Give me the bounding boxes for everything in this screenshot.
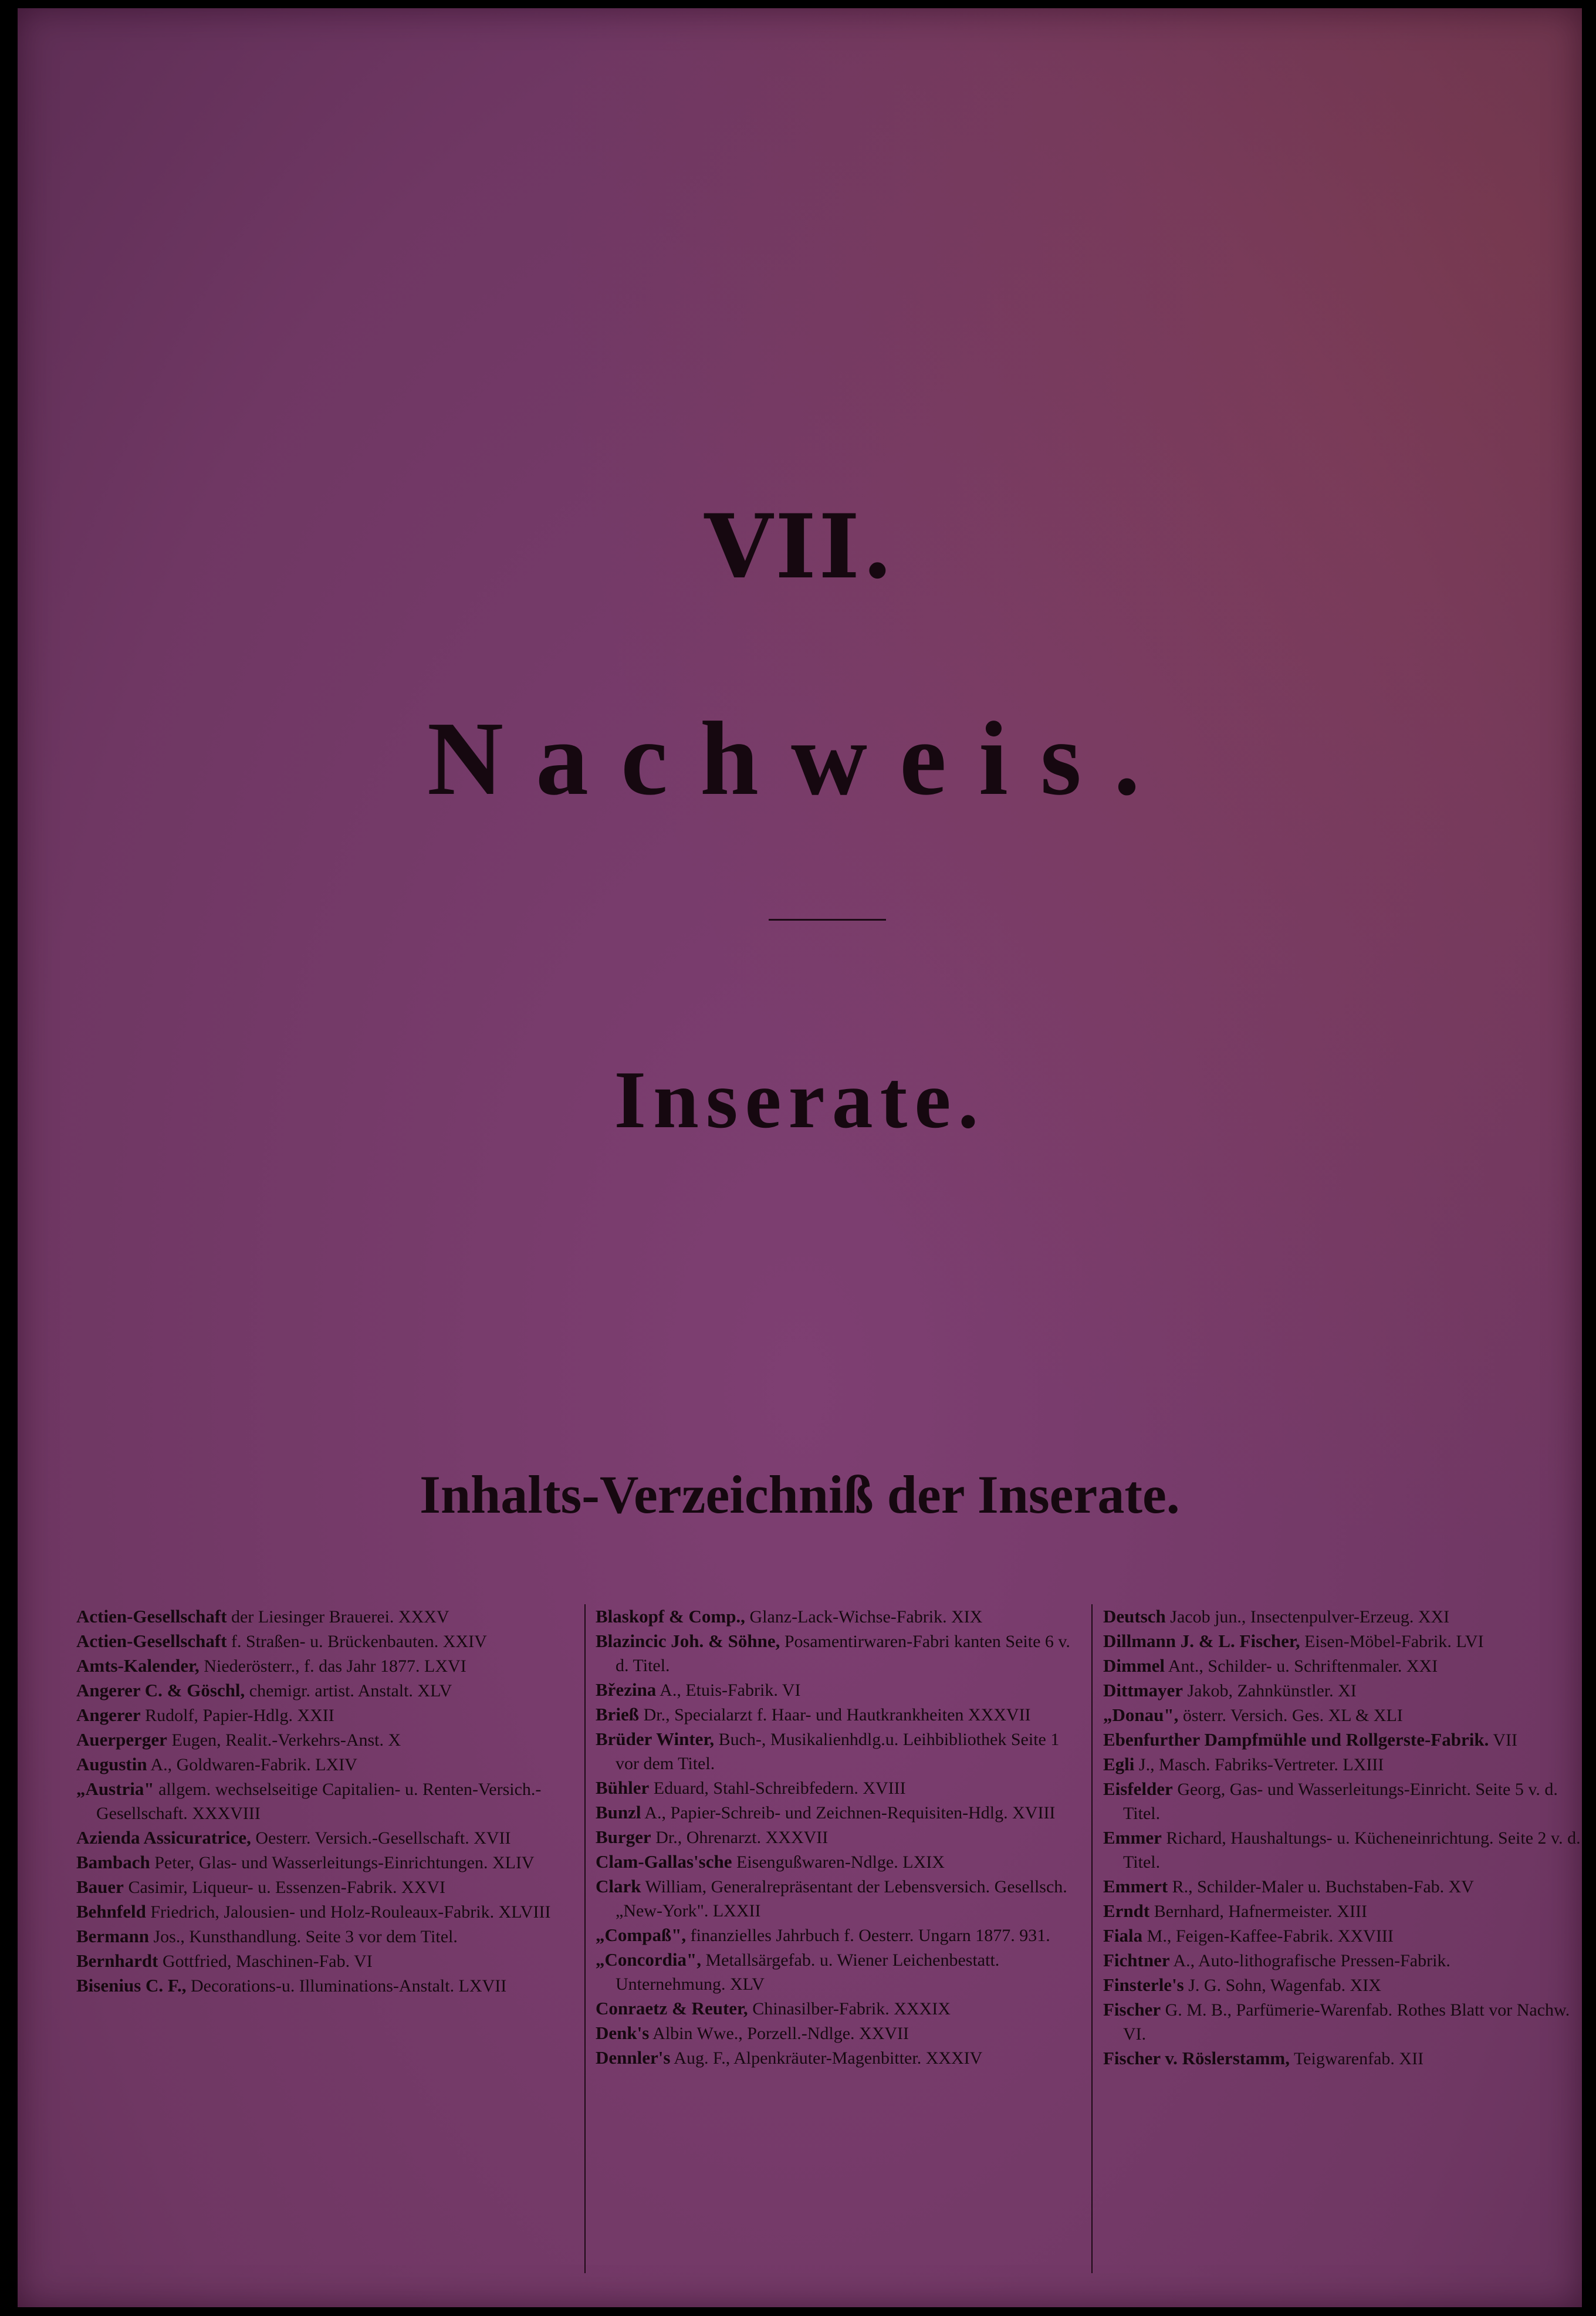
entry-text: J., Masch. Fabriks-Vertreter. LXIII	[1138, 1755, 1384, 1774]
index-entry	[1103, 1654, 1590, 1678]
entry-name: Fischer	[1103, 1999, 1161, 2020]
entry-text: Eisen-Möbel-Fabrik. LVI	[1304, 1632, 1484, 1651]
index-entry	[76, 1654, 572, 1678]
entry-text: finanzielles Jahrbuch f. Oesterr. Ungarn 1877. 931.	[690, 1926, 1050, 1945]
entry-text: Metallsärgefab. u. Wiener Leichenbestatt. Unternehmung. XLV	[616, 1950, 1000, 1994]
entry-text: allgem. wechselseitige Capitalien- u. Renten-Versich.-Gesellschaft. XXXVIII	[96, 1780, 542, 1823]
index-entry	[76, 1604, 572, 1629]
index-entry	[1103, 1973, 1590, 1997]
entry-name: Amts-Kalender,	[76, 1655, 200, 1676]
index-entry	[76, 1727, 572, 1752]
index-entry	[76, 1678, 572, 1703]
entry-text: A., Papier-Schreib- und Zeichnen-Requisiten-Hdlg. XVIII	[644, 1803, 1056, 1823]
index-entry	[1103, 1997, 1590, 2046]
entry-text: Jos., Kunsthandlung. Seite 3 vor dem Titel.	[153, 1927, 458, 1946]
index-entry	[596, 1604, 1080, 1629]
index-entry	[596, 2021, 1080, 2045]
column-divider	[584, 1604, 586, 2273]
entry-name: „Concordia",	[596, 1949, 701, 1970]
index-entry	[1103, 1825, 1590, 1874]
entry-text: Teigwarenfab. XII	[1293, 2049, 1424, 2068]
index-entry	[76, 1777, 572, 1825]
entry-name: Fiala	[1103, 1925, 1143, 1946]
entry-name: Finsterle's	[1103, 1974, 1184, 1995]
entry-text: Glanz-Lack-Wichse-Fabrik. XIX	[749, 1607, 983, 1627]
entry-text: VII	[1493, 1730, 1517, 1750]
entry-name: Augustin	[76, 1754, 147, 1774]
entry-name: Actien-Gesellschaft	[76, 1631, 227, 1651]
entry-text: chemigr. artist. Anstalt. XLV	[249, 1681, 452, 1700]
entry-name: Behnfeld	[76, 1901, 146, 1922]
entry-name: Ebenfurther Dampfmühle und Rollgerste-Fabrik.	[1103, 1729, 1489, 1750]
index-columns	[76, 1604, 1581, 2285]
entry-name: Burger	[596, 1827, 651, 1847]
entry-text: A., Etuis-Fabrik. VI	[660, 1681, 801, 1700]
entry-name: Brüder Winter,	[596, 1729, 715, 1749]
index-entry	[596, 1727, 1080, 1776]
entry-name: Azienda Assicuratrice,	[76, 1827, 251, 1848]
entry-name: Bühler	[596, 1777, 650, 1798]
volume-number: VII.	[704, 495, 895, 599]
entry-text: Eisengußwaren-Ndlge. LXIX	[736, 1852, 945, 1872]
index-entry	[596, 1825, 1080, 1850]
index-entry	[1103, 1703, 1590, 1727]
entry-text: österr. Versich. Ges. XL & XLI	[1182, 1706, 1403, 1725]
entry-text: M., Feigen-Kaffee-Fabrik. XXVIII	[1147, 1926, 1394, 1946]
entry-text: Casimir, Liqueur- u. Essenzen-Fabrik. XXVI	[128, 1878, 446, 1897]
entry-text: Bernhard, Hafnermeister. XIII	[1154, 1902, 1367, 1921]
entry-text: R., Schilder-Maler u. Buchstaben-Fab. XV	[1172, 1877, 1474, 1896]
index-entry	[76, 1875, 572, 1899]
index-entry	[596, 1678, 1080, 1702]
index-entry	[596, 2045, 1080, 2070]
entry-text: J. G. Sohn, Wagenfab. XIX	[1188, 1976, 1381, 1995]
entry-name: Emmer	[1103, 1827, 1162, 1848]
entry-name: Březina	[596, 1679, 657, 1700]
entry-text: Jacob jun., Insectenpulver-Erzeug. XXI	[1170, 1607, 1450, 1627]
entry-name: „Compaß",	[596, 1925, 687, 1945]
entry-name: Eisfelder	[1103, 1779, 1173, 1799]
index-column-3	[1103, 1604, 1590, 2267]
entry-name: Fichtner	[1103, 1950, 1170, 1970]
column-divider	[1091, 1604, 1093, 2273]
index-entry	[76, 1629, 572, 1654]
entry-name: Bambach	[76, 1852, 150, 1872]
entry-text: der Liesinger Brauerei. XXXV	[231, 1607, 449, 1627]
entry-name: „Donau",	[1103, 1705, 1179, 1725]
entry-name: Egli	[1103, 1754, 1135, 1774]
entry-text: Buch-, Musikalienhdlg.u. Leihbibliothek Seite 1 vor dem Titel.	[616, 1730, 1060, 1773]
index-entry	[1103, 2046, 1590, 2071]
index-entry	[596, 1948, 1080, 1996]
entry-text: G. M. B., Parfümerie-Warenfab. Rothes Blatt vor Nachw. VI.	[1123, 2000, 1570, 2044]
entry-name: Dillmann J. & L. Fischer,	[1103, 1631, 1300, 1651]
index-entry	[596, 1800, 1080, 1825]
index-entry	[1103, 1727, 1590, 1752]
index-entry	[1103, 1948, 1590, 1973]
index-entry	[596, 1996, 1080, 2021]
index-entry	[1103, 1923, 1590, 1948]
index-entry	[596, 1702, 1080, 1727]
entry-name: Bermann	[76, 1926, 149, 1946]
entry-text: Oesterr. Versich.-Gesellschaft. XVII	[255, 1828, 511, 1848]
entry-name: Bauer	[76, 1877, 124, 1897]
entry-name: „Austria"	[76, 1779, 154, 1799]
entry-text: Chinasilber-Fabrik. XXXIX	[752, 1999, 951, 2019]
index-entry	[1103, 1752, 1590, 1777]
entry-name: Bunzl	[596, 1802, 641, 1823]
entry-text: Ant., Schilder- u. Schriftenmaler. XXI	[1168, 1656, 1438, 1676]
entry-text: Rudolf, Papier-Hdlg. XXII	[145, 1706, 334, 1725]
index-entry	[76, 1825, 572, 1850]
divider-rule	[769, 919, 886, 921]
entry-name: Blaskopf & Comp.,	[596, 1606, 745, 1627]
entry-text: Gottfried, Maschinen-Fab. VI	[163, 1952, 373, 1971]
entry-name: Dimmel	[1103, 1655, 1165, 1676]
index-title: Inhalts-Verzeichniß der Inserate.	[420, 1465, 1180, 1524]
index-entry	[1103, 1777, 1590, 1825]
entry-text: Jakob, Zahnkünstler. XI	[1187, 1681, 1357, 1700]
entry-name: Auerperger	[76, 1729, 167, 1750]
index-entry	[76, 1850, 572, 1875]
entry-text: William, Generalrepräsentant der Lebensversich. Gesellsch. „New-York". LXXII	[616, 1877, 1067, 1921]
index-entry	[1103, 1604, 1590, 1629]
index-entry	[1103, 1874, 1590, 1899]
entry-name: Denk's	[596, 2023, 650, 2043]
index-entry	[596, 1874, 1080, 1923]
entry-name: Angerer	[76, 1705, 141, 1725]
entry-text: Albin Wwe., Porzell.-Ndlge. XXVII	[652, 2024, 909, 2043]
entry-text: Richard, Haushaltungs- u. Kücheneinrichtung. Seite 2 v. d. Titel.	[1123, 1828, 1581, 1872]
index-entry	[596, 1629, 1080, 1678]
entry-name: Deutsch	[1103, 1606, 1166, 1627]
entry-name: Blazincic Joh. & Söhne,	[596, 1631, 780, 1651]
entry-text: A., Auto-lithografische Pressen-Fabrik.	[1173, 1951, 1450, 1970]
index-entry	[76, 1703, 572, 1727]
index-column-2	[596, 1604, 1080, 2267]
entry-text: Dr., Ohrenarzt. XXXVII	[655, 1828, 829, 1847]
entry-text: A., Goldwaren-Fabrik. LXIV	[150, 1755, 357, 1774]
entry-text: Aug. F., Alpenkräuter-Magenbitter. XXXIV	[674, 2048, 983, 2068]
index-entry	[596, 1850, 1080, 1874]
entry-name: Emmert	[1103, 1876, 1168, 1896]
index-entry	[76, 1924, 572, 1949]
entry-name: Clam-Gallas'sche	[596, 1851, 732, 1872]
entry-name: Dennler's	[596, 2047, 671, 2068]
index-entry	[76, 1752, 572, 1777]
entry-text: Posamentirwaren-Fabri kanten Seite 6 v. d. Titel.	[616, 1632, 1070, 1675]
subtitle: Inserate.	[614, 1054, 986, 1145]
entry-name: Conraetz & Reuter,	[596, 1998, 748, 2019]
entry-name: Bernhardt	[76, 1950, 158, 1971]
entry-text: Eduard, Stahl-Schreibfedern. XVIII	[653, 1779, 906, 1798]
index-column-1	[76, 1604, 572, 2267]
entry-name: Brieß	[596, 1704, 640, 1725]
entry-text: Dr., Specialarzt f. Haar- und Hautkrankheiten XXXVII	[643, 1705, 1031, 1725]
entry-text: Friedrich, Jalousien- und Holz-Rouleaux-Fabrik. XLVIII	[150, 1902, 551, 1922]
entry-text: f. Straßen- u. Brückenbauten. XXIV	[231, 1632, 487, 1651]
index-entry	[596, 1923, 1080, 1948]
index-entry	[76, 1973, 572, 1998]
document-page	[18, 8, 1582, 2307]
entry-name: Dittmayer	[1103, 1680, 1183, 1700]
index-entry	[76, 1949, 572, 1973]
index-entry	[596, 1776, 1080, 1800]
index-entry	[1103, 1629, 1590, 1654]
entry-name: Actien-Gesellschaft	[76, 1606, 227, 1627]
entry-name: Clark	[596, 1876, 641, 1896]
entry-text: Georg, Gas- und Wasserleitungs-Einricht. Seite 5 v. d. Titel.	[1123, 1780, 1558, 1823]
entry-name: Fischer v. Röslerstamm,	[1103, 2048, 1290, 2068]
entry-name: Angerer C. & Göschl,	[76, 1680, 245, 1700]
entry-text: Niederösterr., f. das Jahr 1877. LXVI	[204, 1656, 466, 1676]
index-entry	[1103, 1678, 1590, 1703]
entry-name: Bisenius C. F.,	[76, 1975, 187, 1996]
entry-text: Eugen, Realit.-Verkehrs-Anst. X	[171, 1730, 401, 1750]
entry-text: Peter, Glas- und Wasserleitungs-Einrichtungen. XLIV	[154, 1853, 535, 1872]
index-entry	[76, 1899, 572, 1924]
entry-name: Erndt	[1103, 1901, 1150, 1921]
section-title: Nachweis.	[427, 700, 1172, 817]
index-entry	[1103, 1899, 1590, 1923]
entry-text: Decorations-u. Illuminations-Anstalt. LXVII	[191, 1976, 507, 1996]
